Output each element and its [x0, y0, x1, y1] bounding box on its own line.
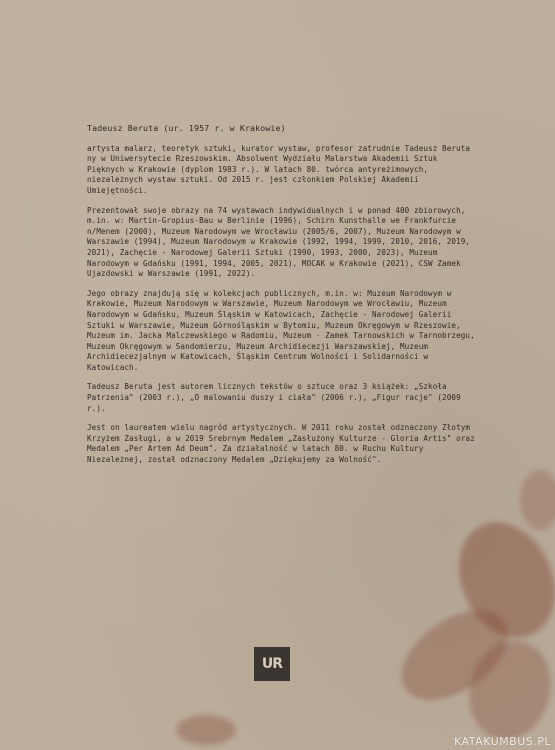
watermark: KATAKUMBUS.PL: [454, 735, 551, 748]
paint-stroke: [176, 715, 236, 745]
books-paragraph: Tadeusz Beruta jest autorem licznych tekstów o sztuce oraz 3 książek: „Szkoła Patrzenia" (2003 r.), „O malowaniu duszy i ciała" (2006 r.), „Figur racje" (2009 r.).: [87, 382, 461, 413]
paint-stroke: [520, 470, 555, 530]
publisher-logo: [254, 647, 290, 681]
bio-paragraph: artysta malarz, teoretyk sztuki, kurator wystaw, profesor zatrudnie Tadeusz Beruta ny w Uniwersytecie Rzeszowskim. Absolwent Wydziału Malarstwa Akademii Sztuk Pięknych w Krakowie (dyplom 1983 r.). W latach 80. twórca antyreżimowych, niezależnych wystaw sztuki. Od 2015 r. jest członkiem Polskiej Akademii Umiejętności.: [87, 143, 471, 195]
author-heading: Tadeusz Beruta (ur. 1957 r. w Krakowie): [87, 123, 286, 133]
collections-paragraph: Jego obrazy znajdują się w kolekcjach publicznych, m.in. w: Muzeum Narodowym w Krakowie, Muzeum Narodowym w Warszawie, Muzeum Narodowym we Wrocławiu, Muzeum Narodowym w Gdańsku, Muzeum Śląskim w Katowicach, Zachęcie - Narodowej Galerii Sztuki w Warszawie, Muzeum Górnośląskim w Bytomiu, Muzeum Okręgowym w Rzeszowie, Muzeum im. Jacka Malczewskiego w Radomiu, Muzeum - Zamek Tarnowskich w Tarnobrzegu, Muzeum Okręgowym w Sandomierzu, Muzeum Archidiecezji Warszawskiej, Muzeum Archidiecezjalnym w Katowicach, Śląskim Centrum Wolności i Solidarności w Katowicach.: [87, 288, 475, 372]
awards-paragraph: Jest on laureatem wielu nagród artystycznych. W 2011 roku został odznaczony Złotym Krzyżem Zasługi, a w 2019 Srebrnym Medalem „Zasłużony Kulturze - Gloria Artis" oraz Medalem „Per Artem Ad Deum". Za działalność w latach 80. w Ruchu Kultury Niezależnej, został odznaczony Medalem „Dziękujemy za Wolność".: [87, 423, 475, 465]
biography-block: [87, 123, 479, 475]
logo-text: UR: [261, 656, 283, 672]
exhibitions-paragraph: Prezentował swoje obrazy na 74 wystawach indywidualnych i w ponad 400 zbiorowych, m.in. w: Martin-Gropius-Bau w Berlinie (1996), Schirn Kunsthalle we Frankfurcie n/Menem (2000), Muzeum Narodowym we Wrocławiu (2005/6, 2007), Muzeum Narodowym w Warszawie (1994), Muzeum Narodowym w Krakowie (1992, 1994, 1999, 2010, 2016, 2019, 2021), Zachęcie - Narodowej Galerii Sztuki (1990, 1993, 2000, 2023), Muzeum Narodowym w Gdańsku (1991, 1994, 2005, 2021), MOCAK w Krakowie (2021), CSW Zamek Ujazdowski w Warszawie (1991, 2022).: [87, 205, 471, 279]
